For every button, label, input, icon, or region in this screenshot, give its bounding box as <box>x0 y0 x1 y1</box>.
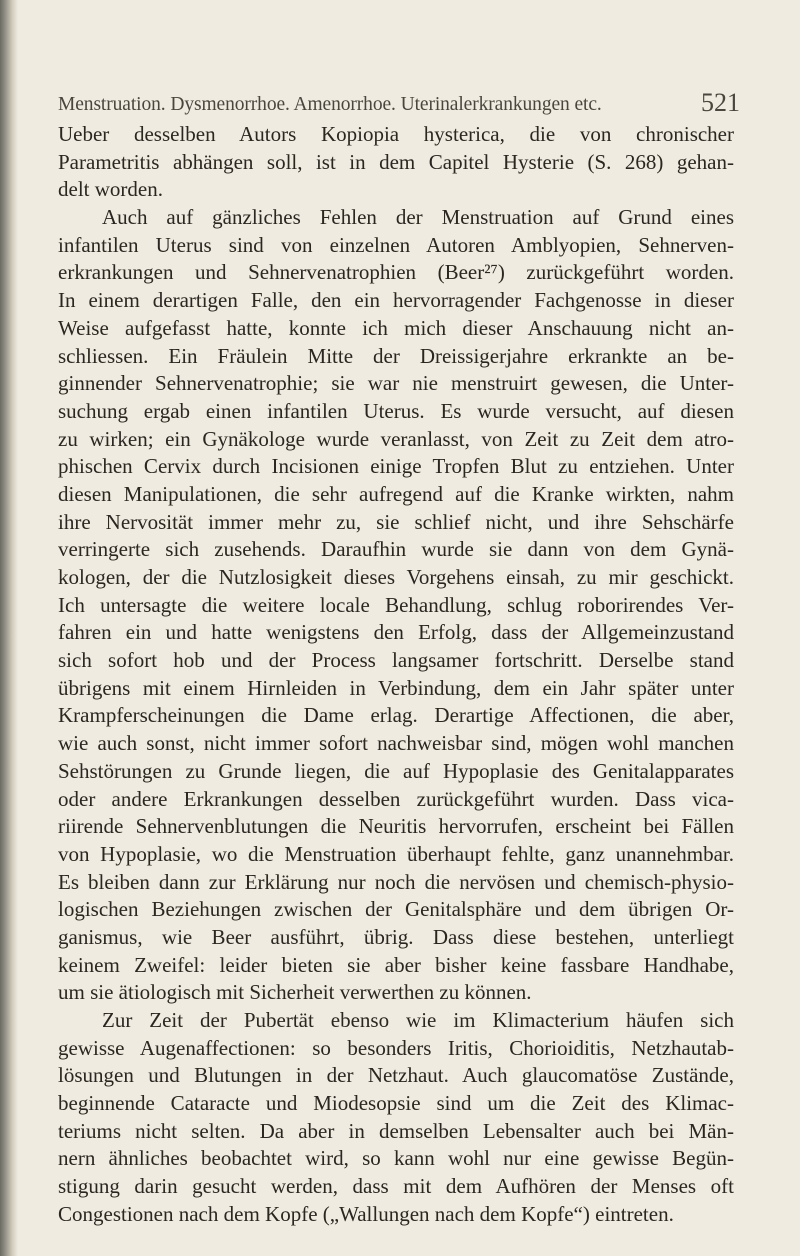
text-line: riirende Sehnervenblutungen die Neuritis hervorrufen, erscheint bei Fällen <box>58 814 734 839</box>
text-line: logischen Beziehungen zwischen der Genitalsphäre und dem übrigen Or- <box>58 897 734 922</box>
running-title: Menstruation. Dysmenorrhoe. Amenorrhoe. Uterinalerkrankungen etc. <box>58 94 602 115</box>
text-line: stigung darin gesucht werden, dass mit dem Aufhören der Menses oft <box>58 1174 734 1199</box>
text-line: lösungen und Blutungen in der Netzhaut. Auch glaucomatöse Zustände, <box>58 1063 734 1088</box>
text-line: wie auch sonst, nicht immer sofort nachweisbar sind, mögen wohl manchen <box>58 731 734 756</box>
text-line: delt worden. <box>58 177 163 202</box>
text-line: Weise aufgefasst hatte, konnte ich mich dieser Anschauung nicht an- <box>58 315 734 340</box>
text-line: keinem Zweifel: leider bieten sie aber bisher keine fassbare Handhabe, <box>58 952 734 977</box>
text-line: Parametritis abhängen soll, ist in dem Capitel Hysterie (S. 268) gehan- <box>58 149 734 174</box>
text-line: ginnender Sehnervenatrophie; sie war nie menstruirt gewesen, die Unter- <box>58 371 734 396</box>
text-line: übrigens mit einem Hirnleiden in Verbindung, dem ein Jahr später unter <box>58 675 734 700</box>
book-binding-shadow <box>0 0 18 1256</box>
page-header <box>58 88 740 120</box>
text-line: Sehstörungen zu Grunde liegen, die auf Hypoplasie des Genitalapparates <box>58 758 734 783</box>
text-line: zu wirken; ein Gynäkologe wurde veranlasst, von Zeit zu Zeit dem atro- <box>58 426 734 451</box>
text-line: verringerte sich zusehends. Daraufhin wurde sie dann von dem Gynä- <box>58 537 734 562</box>
text-line: suchung ergab einen infantilen Uterus. Es wurde versucht, auf diesen <box>58 398 734 423</box>
text-line: Es bleiben dann zur Erklärung nur noch die nervösen und chemisch-physio- <box>58 869 734 894</box>
text-line: Zur Zeit der Pubertät ebenso wie im Klimacterium häufen sich <box>102 1008 734 1032</box>
text-line: erkrankungen und Sehnervenatrophien (Beer²⁷) zurückgeführt worden. <box>58 260 734 285</box>
book-page <box>58 0 740 1256</box>
text-line: ganismus, wie Beer ausführt, übrig. Dass diese bestehen, unterliegt <box>58 924 734 949</box>
text-line: diesen Manipulationen, die sehr aufregend auf die Kranke wirkten, nahm <box>58 481 734 506</box>
text-line: In einem derartigen Falle, den ein hervorragender Fachgenosse in dieser <box>58 288 734 313</box>
body-text <box>58 121 734 1229</box>
text-line: teriums nicht selten. Da aber in demselben Lebensalter auch bei Män- <box>58 1118 734 1143</box>
text-line: fahren ein und hatte wenigstens den Erfolg, dass der Allgemeinzustand <box>58 620 734 645</box>
text-line: ihre Nervosität immer mehr zu, sie schlief nicht, und ihre Sehschärfe <box>58 509 734 534</box>
page-number: 521 <box>701 88 740 117</box>
text-line: phischen Cervix durch Incisionen einige Tropfen Blut zu entziehen. Unter <box>58 454 734 479</box>
text-line: gewisse Augenaffectionen: so besonders Iritis, Chorioiditis, Netzhautab- <box>58 1035 734 1060</box>
text-line: Congestionen nach dem Kopfe („Wallungen nach dem Kopfe“) eintreten. <box>58 1201 674 1226</box>
text-line: kologen, der die Nutzlosigkeit dieses Vorgehens einsah, zu mir geschickt. <box>58 565 734 589</box>
text-line: beginnende Cataracte und Miodesopsie sind um die Zeit des Klimac- <box>58 1091 734 1116</box>
text-line: Ich untersagte die weitere locale Behandlung, schlug roborirendes Ver- <box>58 592 734 617</box>
text-line: sich sofort hob und der Process langsamer fortschritt. Derselbe stand <box>58 648 734 673</box>
text-line: Auch auf gänzliches Fehlen der Menstruation auf Grund eines <box>102 205 734 230</box>
text-line: Krampferscheinungen die Dame erlag. Derartige Affectionen, die aber, <box>58 703 734 728</box>
text-line: oder andere Erkrankungen desselben zurückgeführt wurden. Dass vica- <box>58 786 734 811</box>
text-line: um sie ätiologisch mit Sicherheit verwerthen zu können. <box>58 980 532 1005</box>
text-line: von Hypoplasie, wo die Menstruation überhaupt fehlte, ganz unannehmbar. <box>58 841 734 866</box>
text-line: schliessen. Ein Fräulein Mitte der Dreissigerjahre erkrankte an be- <box>58 343 734 368</box>
text-line: infantilen Uterus sind von einzelnen Autoren Amblyopien, Sehnerven- <box>58 232 734 257</box>
text-line: nern ähnliches beobachtet wird, so kann wohl nur eine gewisse Begün- <box>58 1146 734 1171</box>
text-line: Ueber desselben Autors Kopiopia hysterica, die von chronischer <box>58 122 734 146</box>
